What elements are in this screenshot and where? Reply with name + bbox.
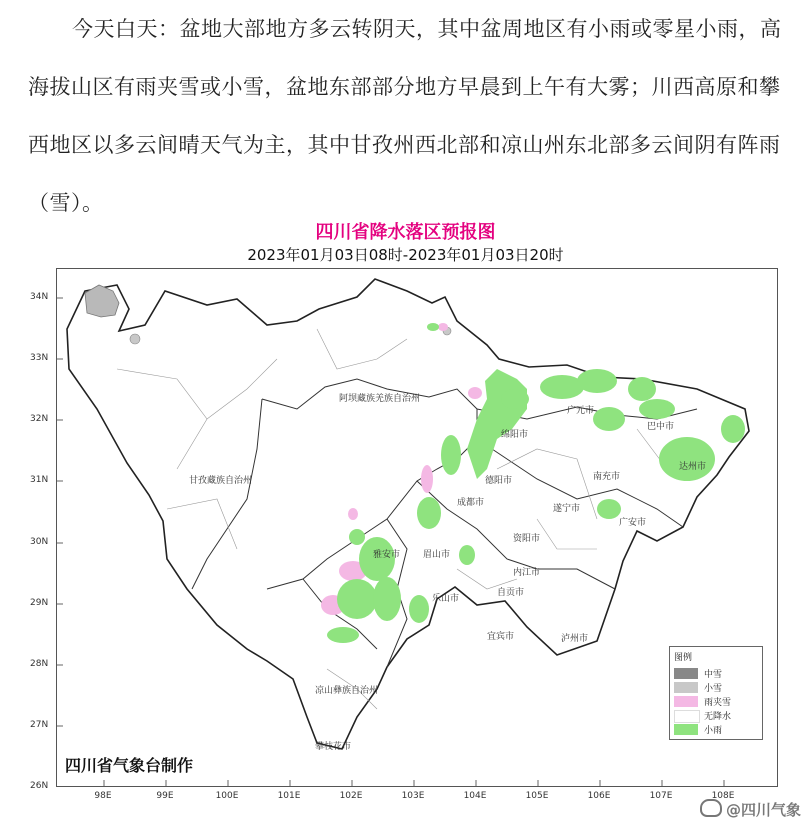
map-title: 四川省降水落区预报图 [315, 222, 496, 243]
place-label: 绵阳市 [501, 430, 529, 440]
place-label: 资阳市 [513, 534, 541, 544]
place-label: 凉山彝族自治州 [315, 686, 379, 696]
sleet-area [468, 387, 482, 399]
weibo-watermark [700, 799, 801, 820]
province-outline [67, 279, 749, 749]
legend-swatch [674, 724, 698, 735]
place-label: 成都市 [457, 498, 485, 508]
place-label: 巴中市 [647, 422, 675, 432]
lat-label: 33N [30, 353, 49, 363]
lon-label: 104E [463, 791, 487, 801]
legend-label: 无降水 [704, 712, 732, 722]
lon-label: 105E [525, 791, 549, 801]
legend-item [674, 709, 760, 723]
lat-label: 34N [30, 292, 49, 302]
lon-label: 99E [156, 791, 174, 801]
place-label: 宜宾市 [487, 632, 515, 642]
place-label: 阿坝藏族羌族自治州 [339, 394, 421, 404]
lon-label: 102E [339, 791, 363, 801]
legend-swatch [674, 710, 700, 723]
producer-credit: 四川省气象台制作 [65, 756, 194, 775]
lon-label: 108E [711, 791, 735, 801]
lat-label: 28N [30, 659, 49, 669]
place-label: 攀枝花市 [315, 742, 352, 752]
lat-label: 27N [30, 720, 49, 730]
place-label: 南充市 [593, 472, 621, 482]
map-subtitle: 2023年01月03日08时-2023年01月03日20时 [247, 246, 564, 264]
place-label: 乐山市 [432, 594, 460, 604]
lon-label: 100E [215, 791, 239, 801]
lon-label: 106E [587, 791, 611, 801]
place-label: 内江市 [513, 568, 541, 578]
legend-item [674, 667, 760, 681]
map-legend [669, 646, 763, 740]
lon-label: 103E [401, 791, 425, 801]
legend-swatch [674, 682, 698, 693]
legend-label: 小雨 [704, 726, 723, 736]
lat-label: 32N [30, 414, 49, 424]
lon-label: 98E [94, 791, 112, 801]
watermark-text: @四川气象 [725, 801, 801, 819]
place-label: 遂宁市 [553, 504, 581, 514]
place-label: 眉山市 [423, 550, 451, 560]
place-label: 自贡市 [497, 588, 525, 598]
weibo-icon [700, 799, 722, 817]
legend-item [674, 695, 760, 709]
place-label: 泸州市 [561, 634, 589, 644]
legend-title: 图例 [674, 653, 693, 663]
lat-label: 30N [30, 537, 49, 547]
lat-label: 26N [30, 781, 49, 791]
legend-label: 中雪 [704, 670, 723, 680]
lon-label: 107E [649, 791, 673, 801]
light-snow-area [130, 334, 140, 344]
forecast-text: 今天白天：盆地大部地方多云转阴天，其中盆周地区有小雨或零星小雨，高海拔山区有雨夹雪或小雪，盆地东部部分地方早晨到上午有大雾；川西高原和攀西地区以多云间晴天气为主，其中甘孜州西北部和凉山州东北部多云间阴有阵雨（雪）。 [28, 17, 782, 215]
lat-label: 29N [30, 598, 49, 608]
place-label: 甘孜藏族自治州 [189, 476, 253, 486]
place-label: 达州市 [679, 462, 707, 472]
legend-item [674, 723, 760, 737]
place-label: 广元市 [567, 406, 595, 416]
legend-label: 小雪 [704, 684, 723, 694]
place-label: 德阳市 [485, 476, 513, 486]
lat-label: 31N [30, 475, 49, 485]
legend-label: 雨夹雪 [704, 698, 732, 708]
place-label: 广安市 [619, 518, 647, 528]
legend-swatch [674, 668, 698, 679]
map-frame [56, 268, 778, 787]
place-label: 雅安市 [373, 550, 401, 560]
legend-swatch [674, 696, 698, 707]
lon-label: 101E [277, 791, 301, 801]
legend-item [674, 681, 760, 695]
